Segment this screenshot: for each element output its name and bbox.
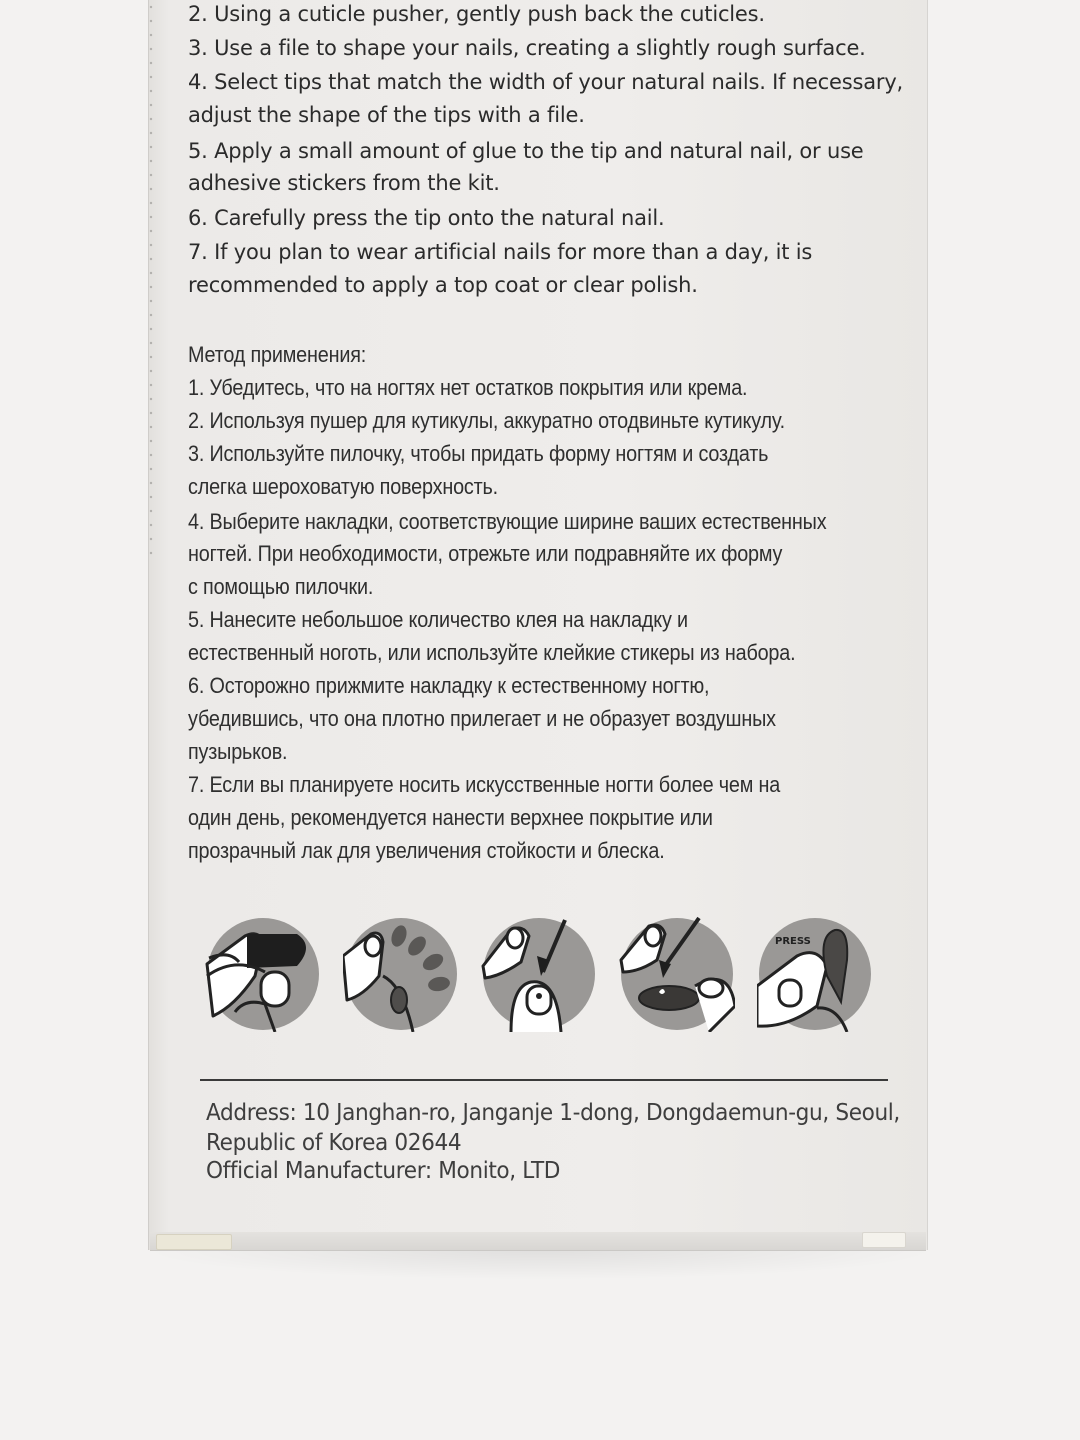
cuticle-pusher-icon	[205, 916, 321, 1032]
en-line: 2. Using a cuticle pusher, gently push back the cuticles.	[188, 2, 765, 26]
ru-line: пузырьков.	[188, 739, 288, 764]
press-tip-icon	[757, 916, 873, 1032]
ru-line: 6. Осторожно прижмите накладку к естественному ногтю,	[188, 673, 710, 698]
manufacturer-line: Official Manufacturer: Monito, LTD	[206, 1158, 561, 1184]
press-label: PRESS	[775, 936, 811, 947]
address-line-1: Address: 10 Janghan-ro, Janganje 1-dong, Dongdaemun-gu, Seoul,	[206, 1100, 900, 1126]
box-flap-right	[862, 1232, 906, 1248]
ru-line: с помощью пилочки.	[188, 574, 374, 599]
ru-line: 7. Если вы планируете носить искусственные ногти более чем на	[188, 772, 781, 797]
ru-line: один день, рекомендуется нанести верхнее покрытие или	[188, 805, 713, 830]
divider-line	[200, 1079, 888, 1081]
step-icons	[205, 916, 895, 1032]
box-flap-left	[156, 1234, 232, 1250]
ru-line: слегка шероховатую поверхность.	[188, 474, 498, 499]
box-edge-texture	[148, 0, 154, 560]
ru-line: 4. Выберите накладки, соответствующие ширине ваших естественных	[188, 509, 827, 534]
en-line: recommended to apply a top coat or clear polish.	[188, 273, 698, 297]
glue-application-icon	[481, 916, 597, 1032]
en-line: 3. Use a file to shape your nails, creating a slightly rough surface.	[188, 36, 866, 60]
en-line: 5. Apply a small amount of glue to the tip and natural nail, or use	[188, 139, 864, 163]
nail-tips-selection-icon	[343, 916, 459, 1032]
box-bottom-edge	[150, 1232, 926, 1251]
ru-line: 3. Используйте пилочку, чтобы придать форму ногтям и создать	[188, 441, 769, 466]
ru-line: 2. Используя пушер для кутикулы, аккуратно отодвиньте кутикулу.	[188, 408, 785, 433]
en-line: adhesive stickers from the kit.	[188, 171, 500, 195]
en-line: adjust the shape of the tips with a file.	[188, 103, 585, 127]
address-line-2: Republic of Korea 02644	[206, 1130, 462, 1156]
ru-line: ногтей. При необходимости, отрежьте или подравняйте их форму	[188, 541, 783, 566]
en-line: 7. If you plan to wear artificial nails for more than a day, it is	[188, 240, 813, 264]
ru-heading: Метод применения:	[188, 342, 367, 367]
ru-line: убедившись, что она плотно прилегает и не образует воздушных	[188, 706, 776, 731]
ru-line: естественный ноготь, или используйте клейкие стикеры из набора.	[188, 640, 796, 665]
en-line: 4. Select tips that match the width of your natural nails. If necessary,	[188, 70, 904, 94]
ru-line: 1. Убедитесь, что на ногтях нет остатков покрытия или крема.	[188, 375, 748, 400]
ru-line: 5. Нанесите небольшое количество клея на накладку и	[188, 607, 688, 632]
floor-shadow	[140, 1250, 940, 1280]
ru-line: прозрачный лак для увеличения стойкости и блеска.	[188, 838, 665, 863]
adhesive-sticker-icon	[619, 916, 735, 1032]
en-line: 6. Carefully press the tip onto the natural nail.	[188, 206, 665, 230]
